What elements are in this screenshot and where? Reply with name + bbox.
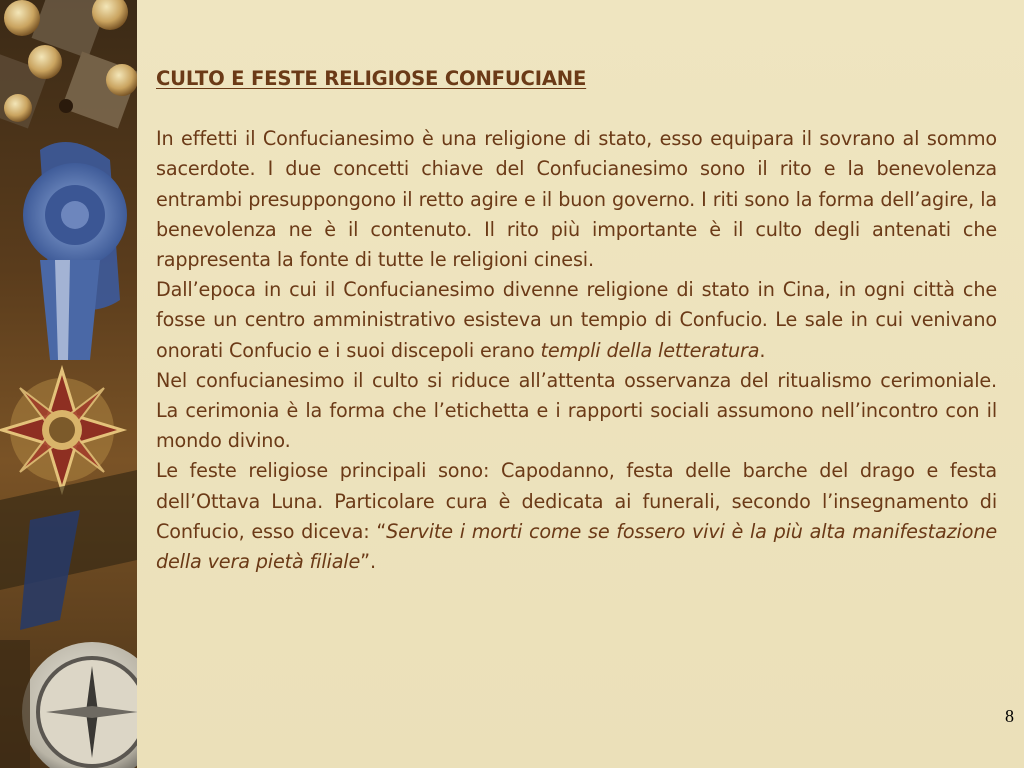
page-number: 8 [1005, 706, 1014, 726]
paragraph [156, 275, 997, 366]
paragraph [156, 456, 997, 577]
paragraph-text: ”. [360, 550, 376, 574]
italic-text: templi della letteratura [540, 338, 760, 362]
slide-title: CULTO E FESTE RELIGIOSE CONFUCIANE [156, 67, 587, 90]
slide-content [156, 64, 997, 577]
decorative-medals-image [0, 0, 137, 768]
paragraph-text: Dall’epoca in cui il Confucianesimo divenne religione di stato in Cina, in ogni città che fosse un centro amministrativo esisteva un tempio di Confucio. Le sale in cui venivano onorati Confucio e i suoi discepoli erano [156, 278, 997, 362]
paragraph-text: Le feste religiose principali sono: Capodanno, festa delle barche del drago e festa dell’Ottava Luna. Particolare cura è dedicata ai funerali, secondo l’insegnamento di Confucio, esso diceva: “ [156, 459, 997, 543]
paragraph-text: Nel confucianesimo il culto si riduce all’attenta osservanza del ritualismo cerimoniale. La cerimonia è la forma che l’etichetta e i rapporti sociali assumono nell’incontro con il mondo divino. [156, 368, 997, 453]
paragraph [156, 366, 997, 457]
paragraphs [156, 124, 997, 577]
italic-text: Servite i morti come se fossero vivi è la più alta manifestazione della vera pietà filiale [156, 519, 997, 574]
paragraph [156, 124, 997, 275]
paragraph-text: . [759, 338, 766, 362]
paragraph-text: In effetti il Confucianesimo è una religione di stato, esso equipara il sovrano al sommo sacerdote. I due concetti chiave del Confucianesimo sono il rito e la benevolenza entrambi presuppongono il retto agire e il buon governo. I riti sono la forma dell’agire, la benevolenza ne è il contenuto. Il rito più importante è il culto degli antenati che rappresenta la fonte di tutte le religioni cinesi. [156, 127, 997, 272]
